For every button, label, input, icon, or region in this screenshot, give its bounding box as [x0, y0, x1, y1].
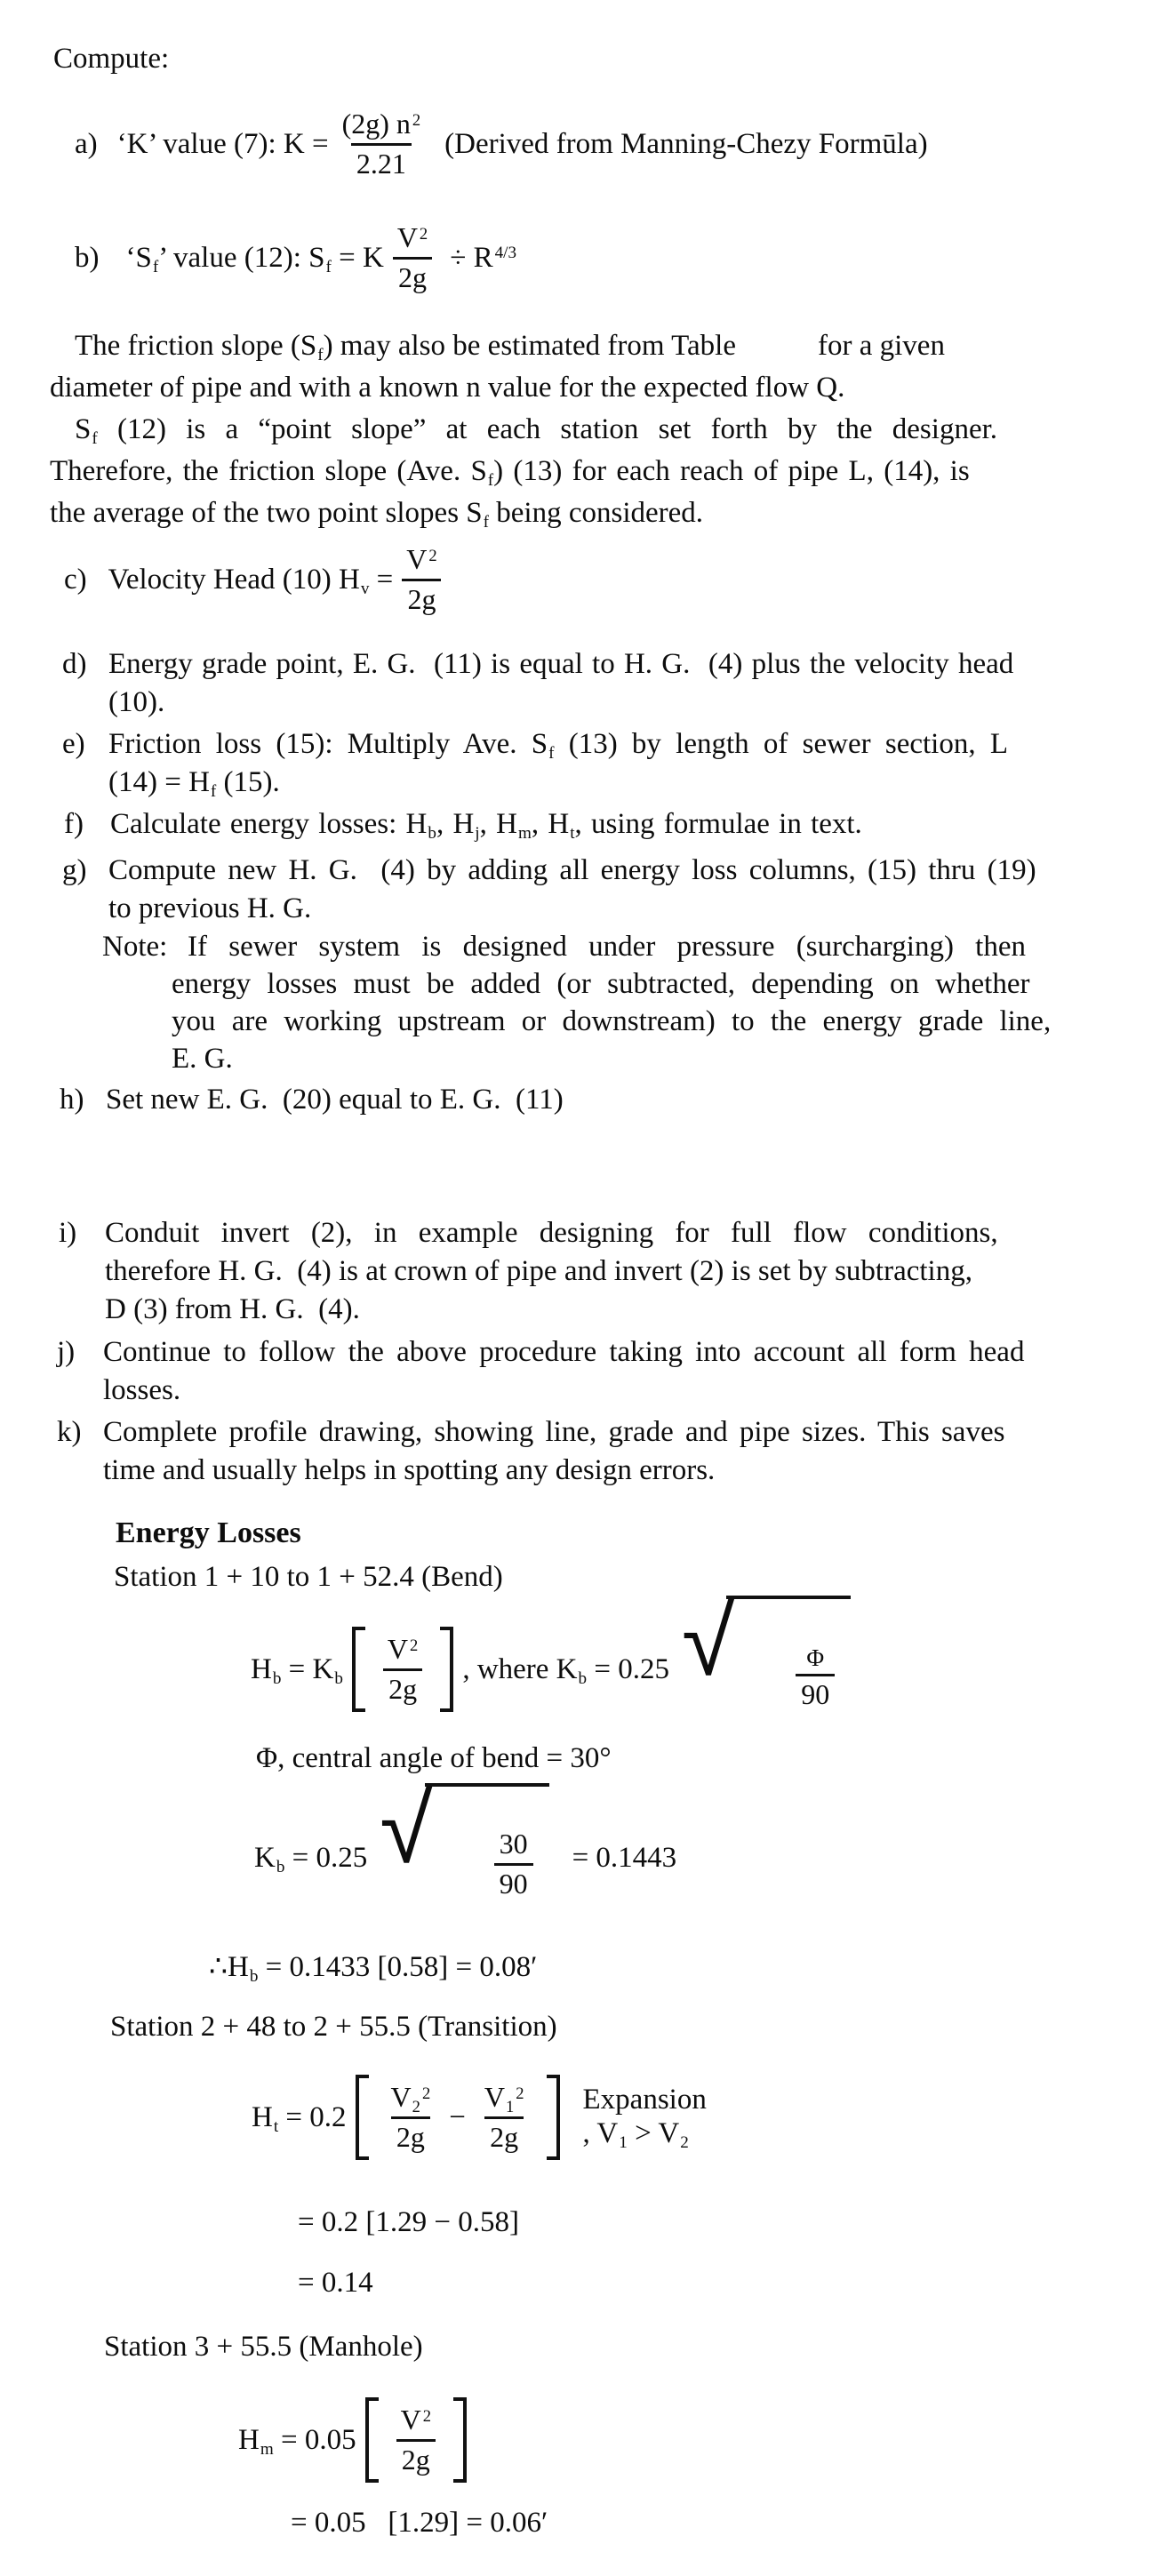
item-d — [62, 645, 1013, 722]
paragraph-text: for a given — [818, 330, 945, 362]
ht-annotation-top: Expansion — [582, 2084, 707, 2116]
hb-mid: , where $K_b = 0.25$ — [462, 1652, 669, 1688]
fraction-numerator: (2g) n $^2$ — [341, 107, 421, 140]
ht-step-line: = 0.2 [1.29 − 0.58] — [298, 2206, 519, 2238]
page-title: Compute: — [53, 43, 170, 75]
paragraph-line — [50, 325, 1112, 367]
item-e — [62, 725, 1008, 802]
item-c — [64, 535, 451, 624]
hb-lhs: $H_b = K_b$ — [251, 1652, 343, 1688]
sqrt-30-over-90 — [380, 1774, 548, 1932]
item-h — [60, 1081, 564, 1119]
fraction-v2-over-2g — [401, 542, 442, 615]
paragraph-line: the average of the two point slopes $S_f$ being considered. — [50, 497, 704, 532]
item-h-label: h) — [60, 1084, 84, 1116]
item-k — [57, 1413, 1004, 1490]
item-f — [64, 805, 862, 844]
fraction-numerator: V $^2$ — [406, 542, 437, 575]
item-i-line: therefore H. G. (4) is at crown of pipe and invert (2) is set by subtracting, — [105, 1255, 972, 1287]
bracket-group — [352, 1627, 453, 1712]
fraction-numerator: $V_1^2$ — [484, 2080, 524, 2117]
radical-sign: √ — [380, 1774, 433, 1886]
left-bracket — [352, 1627, 365, 1712]
paragraph-line: $S_f$ (12) is a “point slope” at each station set forth by the designer. — [75, 413, 998, 449]
item-k-label: k) — [57, 1416, 82, 1448]
item-a-text: ‘K’ value (7): K = — [116, 127, 329, 160]
item-a — [75, 100, 928, 188]
note-line: If sewer system is designed under pressure (surcharging) then — [188, 931, 1026, 963]
fraction-2g-n2-over-221 — [337, 109, 427, 179]
hb-formula — [251, 1587, 851, 1716]
item-g-note — [102, 928, 1052, 1077]
ht-lhs: $H_t = 0.2$ — [252, 2100, 347, 2136]
right-bracket — [453, 2397, 467, 2483]
item-f-label: f) — [64, 808, 84, 840]
fraction-numerator: V $^2$ — [387, 1632, 419, 1665]
note-line: energy losses must be added (or subtracted, depending on whether — [172, 968, 1030, 1000]
ht-formula — [252, 2069, 707, 2165]
item-g-line: to previous H. G. — [108, 892, 312, 924]
note-label: Note: — [102, 931, 168, 963]
left-bracket — [356, 2075, 369, 2160]
paragraph-text: The friction slope $(S_f)$ may also be estimated from Table — [75, 330, 736, 365]
fraction-numerator: Φ — [806, 1644, 825, 1672]
item-d-line: (10). — [108, 686, 165, 718]
item-g-label: g) — [62, 854, 87, 886]
fraction-v2-over-2g — [396, 2405, 436, 2475]
item-j — [57, 1333, 1024, 1410]
kb-result: = 0.1443 — [572, 1841, 677, 1874]
item-i-label: i) — [59, 1217, 77, 1249]
item-k-line: time and usually helps in spotting any design errors. — [103, 1454, 716, 1486]
item-c-text: Velocity Head (10) $H_v$ = — [108, 563, 394, 598]
kb-formula — [254, 1774, 677, 1904]
fraction-numerator: V $^2$ — [400, 2403, 431, 2436]
right-bracket — [547, 2075, 560, 2160]
ht-annotation-bottom: , $V_1 > V_2$ — [582, 2117, 689, 2153]
item-i-line: Conduit invert (2), in example designing for full flow conditions, — [105, 1217, 998, 1249]
fraction-phi-over-90 — [796, 1645, 835, 1710]
paragraph-line: diameter of pipe and with a known n value for the expected flow Q. — [50, 372, 845, 404]
ht-annotation — [583, 2084, 707, 2151]
fraction-denominator: 2g — [396, 2439, 436, 2476]
note-line: E. G. — [172, 1043, 233, 1075]
hm-formula — [238, 2391, 476, 2489]
item-b-label: b) — [75, 241, 100, 274]
hb-result-line: $\therefore H_b = 0.1433$ [0.58] = 0.08′ — [209, 1951, 538, 1987]
fraction-denominator: 90 — [796, 1674, 835, 1710]
item-e-label: e) — [62, 728, 85, 760]
fraction-denominator: 90 — [494, 1863, 533, 1900]
station-3-line: Station 3 + 55.5 (Manhole) — [104, 2331, 423, 2363]
item-j-label: j) — [57, 1336, 76, 1368]
item-c-label: c) — [64, 563, 87, 596]
item-i — [59, 1214, 998, 1329]
left-bracket — [365, 2397, 379, 2483]
fraction-denominator: 2.21 — [351, 143, 412, 180]
station-2-line: Station 2 + 48 to 2 + 55.5 (Transition) — [110, 2011, 557, 2043]
fraction-30-over-90 — [494, 1829, 533, 1899]
friction-slope-paragraph — [50, 325, 1112, 534]
bracket-group — [365, 2397, 467, 2483]
station-1-line: Station 1 + 10 to 1 + 52.4 (Bend) — [114, 1561, 503, 1593]
fraction-denominator: 2g — [393, 257, 432, 293]
item-d-label: d) — [62, 648, 87, 680]
fraction-denominator: 2g — [383, 1668, 422, 1705]
item-b — [75, 213, 516, 302]
fraction-denominator: 2g — [391, 2116, 430, 2153]
phi-definition-line: Φ, central angle of bend = 30° — [256, 1742, 612, 1774]
fraction-v2-over-2g — [392, 220, 433, 293]
item-b-tail: ÷ R $^{4/3}$ — [450, 241, 517, 274]
ht-result-line: = 0.14 — [298, 2267, 373, 2299]
item-j-line: Continue to follow the above procedure taking into account all form head — [103, 1336, 1025, 1368]
item-h-line: Set new E. G. (20) equal to E. G. (11) — [106, 1084, 564, 1116]
fraction-v2-over-2g — [382, 1632, 423, 1705]
fraction-denominator: 2g — [402, 579, 441, 615]
paragraph-line: Therefore, the friction slope (Ave. $S_f$) (13) for each reach of pipe L, (14), is — [50, 455, 970, 491]
right-bracket — [440, 1627, 453, 1712]
item-k-line: Complete profile drawing, showing line, grade and pipe sizes. This saves — [103, 1416, 1005, 1448]
item-a-label: a) — [75, 127, 98, 160]
item-j-line: losses. — [103, 1374, 181, 1406]
item-f-line: Calculate energy losses: $H_b$, $H_j$, $H_m$, $H_t$, using formulae in text. — [110, 808, 862, 844]
fraction-denominator: 2g — [484, 2116, 524, 2153]
hm-result-line: = 0.05 [1.29] = 0.06′ — [291, 2507, 548, 2539]
item-i-line: D (3) from H. G. (4). — [105, 1293, 360, 1325]
energy-losses-heading: Energy Losses — [116, 1516, 301, 1549]
item-g-line: Compute new H. G. (4) by adding all energy loss columns, (15) thru (19) — [108, 854, 1036, 886]
item-g — [62, 852, 1036, 928]
hm-lhs: $H_m = 0.05$ — [238, 2423, 356, 2459]
note-line: you are working upstream or downstream) to the energy grade line, — [172, 1005, 1052, 1037]
item-e-line: Friction loss (15): Multiply Ave. $S_f$ (13) by length of sewer section, L — [108, 728, 1008, 764]
item-a-note: (Derived from Manning-Chezy Formūla) — [444, 127, 928, 160]
fraction-numerator: $V_2^2$ — [390, 2080, 431, 2117]
fraction-numerator: 30 — [499, 1828, 528, 1860]
fraction-v2sq-over-2g — [386, 2080, 436, 2153]
item-e-line: $(14) = H_f$ (15). — [108, 766, 280, 802]
sqrt-phi-over-90 — [681, 1587, 851, 1743]
bracket-group — [356, 2075, 560, 2160]
fraction-v1sq-over-2g — [479, 2080, 530, 2153]
fraction-numerator: V $^2$ — [396, 220, 428, 253]
radical-sign: √ — [681, 1587, 735, 1699]
kb-lhs: $K_b = 0.25$ — [254, 1841, 368, 1876]
minus-sign: − — [449, 2100, 466, 2133]
item-b-text: ‘$S_f$’ value (12): $S_f = K$ — [125, 241, 384, 276]
item-d-line: Energy grade point, E. G. (11) is equal to H. G. (4) plus the velocity head — [108, 648, 1014, 680]
